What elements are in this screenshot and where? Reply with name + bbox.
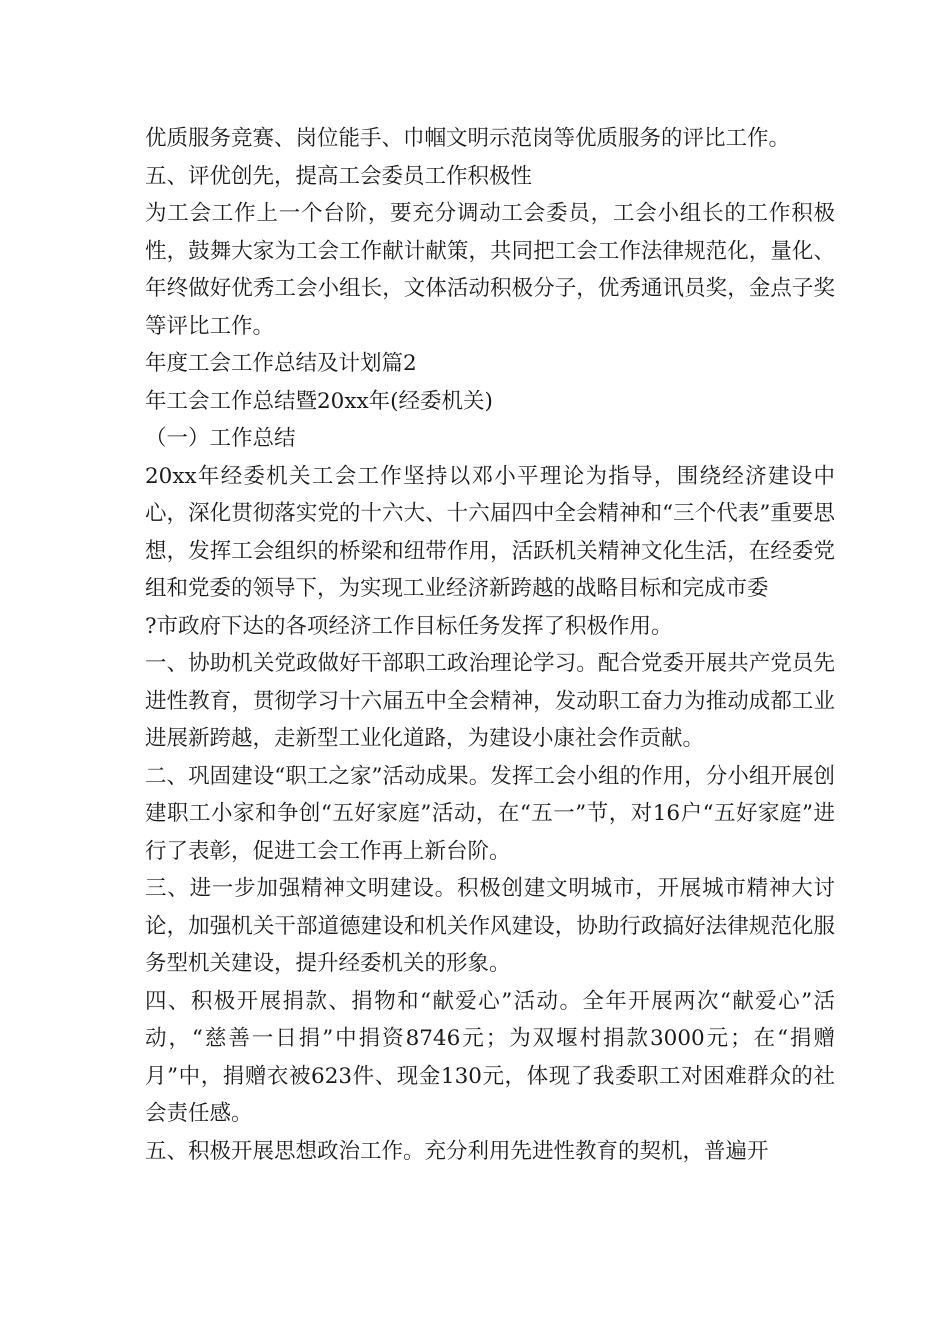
paragraph: 一、协助机关党政做好干部职工政治理论学习。配合党委开展共产党员先进性教育，贯彻学习十六届五中全会精神，发动职工奋力为推动成都工业进展新跨越，走新型工业化道路，为建设小康社会作贡献。 (145, 651, 835, 751)
section-heading: （一）工作总结 (145, 426, 296, 451)
paragraph: 为工会工作上一个台阶，要充分调动工会委员，工会小组长的工作积极性，鼓舞大家为工会工作献计献策，共同把工会工作法律规范化，量化、年终做好优秀工会小组长，文体活动积极分子，优秀通讯员奖，金点子奖等评比工作。 (145, 201, 835, 339)
paragraph: 20xx年经委机关工会工作坚持以邓小平理论为指导，围绕经济建设中心，深化贯彻落实党的十六大、十六届四中全会精神和“三个代表”重要思想，发挥工会组织的桥梁和纽带作用，活跃机关精神文化生活，在经委党组和党委的领导下，为实现工业经济新跨越的战略目标和完成市委 (145, 463, 835, 601)
paragraph: 四、积极开展捐款、捐物和“献爱心”活动。全年开展两次“献爱心”活动，“慈善一日捐”中捐资8746元；为双堰村捐款3000元；在“捐赠月”中，捐赠衣被623件、现金130元，体现了我委职工对困难群众的社会责任感。 (145, 988, 835, 1126)
paragraph: 优质服务竞赛、岗位能手、巾帼文明示范岗等优质服务的评比工作。 (145, 126, 791, 151)
document-body (145, 120, 835, 1170)
paragraph: 二、巩固建设“职工之家”活动成果。发挥工会小组的作用，分小组开展创建职工小家和争创“五好家庭”活动，在“五一”节，对16户“五好家庭”进行了表彰，促进工会工作再上新台阶。 (145, 763, 835, 864)
paragraph: ?市政府下达的各项经济工作目标任务发挥了积极作用。 (145, 613, 673, 639)
paragraph: 三、进一步加强精神文明建设。积极创建文明城市，开展城市精神大讨论，加强机关干部道德建设和机关作风建设，协助行政搞好法律规范化服务型机关建设，提升经委机关的形象。 (145, 876, 835, 976)
section-heading: 五、评优创先，提高工会委员工作积极性 (145, 163, 533, 189)
article-title: 年度工会工作总结及计划篇2 (145, 351, 417, 376)
article-subtitle: 年工会工作总结暨20xx年(经委机关) (145, 388, 493, 414)
paragraph: 五、积极开展思想政治工作。充分利用先进性教育的契机，普遍开 (145, 1138, 769, 1164)
